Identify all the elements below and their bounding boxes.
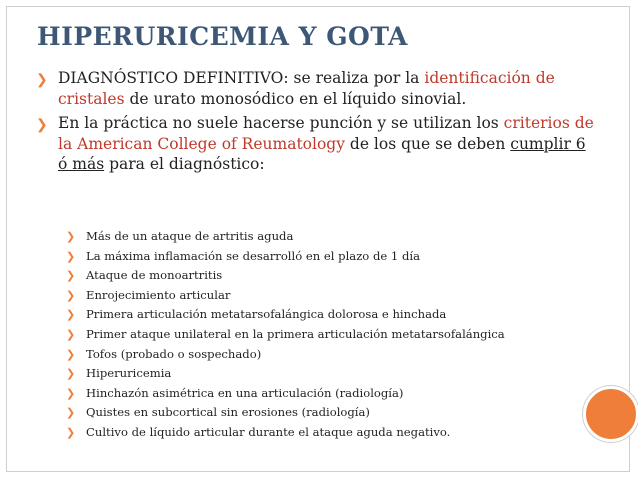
criteria-text: Cultivo de líquido articular durante el ataque aguda negativo.: [86, 424, 451, 439]
bullet-icon: ❯: [66, 347, 76, 361]
main-bullet-list: [36, 68, 596, 175]
highlight-text: identificación de cristales: [58, 69, 555, 108]
bullet-icon: ❯: [66, 288, 76, 302]
criteria-text: Primera articulación metatarsofalángica dolorosa e hinchada: [86, 307, 447, 322]
bullet-icon: ❯: [66, 230, 76, 243]
bullet-icon: ❯: [66, 367, 76, 381]
criteria-item: [66, 403, 606, 423]
bullet-icon: ❯: [66, 308, 76, 322]
text: DIAGNÓSTICO DEFINITIVO: se realiza por la: [58, 69, 425, 87]
text: para el diagnóstico:: [104, 155, 265, 173]
criteria-text: Tofos (probado o sospechado): [86, 346, 262, 361]
criteria-item: [66, 364, 606, 384]
bullet-icon: ❯: [66, 249, 76, 263]
main-bullet-criteria: [36, 113, 596, 175]
bullet-icon: ❯: [36, 117, 48, 133]
highlight-text: criterios de la American College of Reumatology: [58, 114, 594, 153]
slide-title: HIPERURICEMIA Y GOTA: [37, 22, 408, 51]
criteria-text: La máxima inflamación se desarrolló en el plazo de 1 día: [86, 248, 421, 263]
bullet-icon: ❯: [66, 406, 76, 420]
criteria-item: [66, 266, 606, 286]
text: de los que se deben: [344, 134, 511, 153]
main-bullet-diagnosis: [36, 68, 596, 109]
criteria-item: [66, 305, 606, 325]
criteria-text: Hiperuricemia: [86, 366, 172, 381]
criteria-text: Primer ataque unilateral en la primera articulación metatarsofalángica: [86, 326, 505, 341]
bullet-icon: ❯: [66, 269, 76, 283]
criteria-item: [66, 345, 606, 365]
bullet-icon: ❯: [66, 425, 76, 439]
criteria-item: [66, 423, 606, 443]
criteria-text: Hinchazón asimétrica en una articulación (radiología): [86, 385, 404, 400]
criteria-text: Más de un ataque de artritis aguda: [86, 229, 294, 243]
criteria-item: [66, 286, 606, 306]
bullet-icon: ❯: [66, 327, 76, 341]
text: En la práctica no suele hacerse punción y se utilizan los: [58, 114, 504, 132]
underlined-text: cumplir 6 ó más: [58, 134, 586, 173]
criteria-text: Quistes en subcortical sin erosiones (radiología): [86, 405, 370, 420]
criteria-item: [66, 227, 606, 247]
criteria-item: [66, 384, 606, 404]
text: de urato monosódico en el líquido sinovial.: [124, 89, 467, 108]
criteria-item: [66, 247, 606, 267]
criteria-list: [66, 227, 606, 443]
criteria-text: Ataque de monoartritis: [86, 268, 223, 283]
bullet-icon: ❯: [66, 386, 76, 400]
criteria-text: Enrojecimiento articular: [86, 287, 231, 302]
criteria-item: [66, 325, 606, 345]
bullet-icon: ❯: [36, 72, 48, 88]
